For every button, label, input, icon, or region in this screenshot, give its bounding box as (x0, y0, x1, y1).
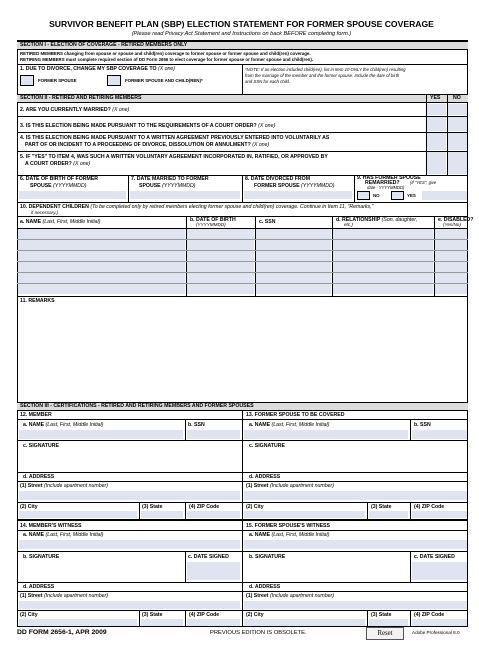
children-table-cell[interactable] (435, 251, 467, 261)
member-street-input[interactable] (19, 491, 240, 500)
obsolete-notice: PREVIOUS EDITION IS OBSOLETE. (210, 630, 307, 636)
item9-hint-line1: (If "YES", give (410, 180, 437, 185)
item1-note-line1: *NOTE: If an election included child(ren), list in Item 10 ONLY the child(ren) resulting (245, 67, 406, 72)
member-witness-state-input[interactable] (141, 619, 183, 626)
children-table-cell[interactable] (18, 284, 185, 294)
adobe-version: Adobe Professional 8.0 (412, 630, 460, 635)
date-married-input[interactable] (130, 191, 240, 199)
remarks-label: 11. REMARKS (20, 298, 55, 304)
remarried-yes-label: YES (407, 193, 416, 198)
children-table-cell[interactable] (435, 229, 467, 239)
form-title: SURVIVOR BENEFIT PLAN (SBP) ELECTION STATEMENT FOR FORMER SPOUSE COVERAGE (49, 19, 434, 29)
member-witness-address-label: d. ADDRESS (23, 584, 55, 590)
spouse-state-label: (3) State (371, 504, 392, 510)
children-table-cell[interactable] (435, 284, 467, 294)
member-witness-signature-label: b. SIGNATURE (23, 554, 60, 560)
section2-heading: SECTION II - RETIRED AND RETIRING MEMBERS (20, 95, 142, 101)
member-heading: 12. MEMBER (20, 412, 52, 418)
spouse-zip-input[interactable] (412, 511, 467, 518)
member-witness-date-label: c. DATE SIGNED (188, 554, 229, 560)
spouse-witness-zip-input[interactable] (412, 619, 467, 626)
children-table-cell[interactable] (435, 240, 467, 250)
member-witness-zip-input[interactable] (187, 619, 240, 626)
children-table-cell[interactable] (435, 262, 467, 272)
spouse-street-input[interactable] (244, 491, 467, 500)
spouse-city-input[interactable] (244, 511, 365, 518)
spouse-ssn-label: b. SSN (414, 422, 431, 428)
no-column-header: NO (453, 95, 461, 101)
item2-no-box[interactable] (448, 104, 467, 115)
item5-yes-box[interactable] (427, 152, 446, 174)
spouse-witness-heading: 15. FORMER SPOUSE'S WITNESS (246, 523, 330, 529)
item5-no-box[interactable] (448, 152, 467, 174)
member-address-label: d. ADDRESS (23, 474, 55, 480)
member-witness-date-input[interactable] (187, 562, 240, 580)
spouse-zip-label: (4) ZIP Code (414, 504, 445, 510)
member-city-label: (2) City (20, 504, 38, 510)
form-sheet (14, 14, 474, 639)
children-table-cell[interactable] (256, 251, 331, 261)
children-table-cell[interactable] (333, 262, 433, 272)
item9-label-line2: REMARRIED? (365, 180, 400, 186)
children-disabled-header: e. DISABLED? (438, 217, 474, 223)
children-ssn-header: c. SSN (259, 219, 276, 225)
spouse-witness-name-label: a. NAME (Last, First, Middle Initial) (249, 532, 330, 538)
member-witness-city-label: (2) City (20, 612, 38, 618)
former-spouse-dob-input[interactable] (19, 191, 126, 199)
spouse-name-label: a. NAME (Last, First, Middle Initial) (249, 422, 330, 428)
item4-no-box[interactable] (448, 133, 467, 150)
member-name-label: a. NAME (Last, First, Middle Initial) (23, 422, 104, 428)
spouse-street-label: (1) Street (Include apartment number) (246, 483, 334, 489)
spouse-witness-date-input[interactable] (412, 562, 467, 580)
member-zip-input[interactable] (187, 511, 240, 518)
item1-label: 1. DUE TO DIVORCE, CHANGE MY SBP COVERAGE TO (X one) (20, 66, 176, 72)
item5-label-line1: 5. IF "YES" TO ITEM 4, WAS SUCH A WRITTEN VOLUNTARY AGREEMENT INCORPORATED IN, RATIFIED, OR APPROVED BY (20, 154, 328, 160)
item6-label-line2: SPOUSE (YYYYMMDD) (30, 183, 87, 189)
member-zip-label: (4) ZIP Code (189, 504, 220, 510)
reset-button[interactable]: Reset (366, 627, 404, 640)
spouse-witness-name-input[interactable] (244, 540, 467, 549)
remarks-textarea[interactable] (18, 305, 467, 401)
children-table-cell[interactable] (187, 284, 254, 294)
children-dob-hint: (YYYYMMDD) (196, 222, 226, 227)
spouse-witness-address-label: d. ADDRESS (249, 584, 281, 590)
children-dob-header: b. DATE OF BIRTH (190, 217, 236, 223)
item4-label-line2: PART OF OR INCIDENT TO A PROCEEDING OF DIVORCE, DISSOLUTION OR ANNULMENT? (X one) (25, 142, 270, 148)
member-ssn-label: b. SSN (188, 422, 205, 428)
children-table-cell[interactable] (187, 251, 254, 261)
former-spouse-heading: 13. FORMER SPOUSE TO BE COVERED (246, 412, 345, 418)
children-table-cell[interactable] (18, 262, 185, 272)
item2-yes-box[interactable] (427, 104, 446, 115)
children-table-cell[interactable] (256, 273, 331, 283)
item1-note-line2: from the marriage of the member and the former spouse. Include the date of birth (245, 73, 400, 78)
member-witness-name-label: a. NAME (Last, First, Middle Initial) (23, 532, 104, 538)
member-state-input[interactable] (141, 511, 183, 518)
children-table-cell[interactable] (18, 229, 185, 239)
remarried-date-input[interactable] (422, 191, 467, 200)
spouse-witness-street-label: (1) Street (Include apartment number) (246, 593, 334, 599)
member-witness-street-input[interactable] (19, 601, 240, 609)
section1-note-retired: RETIRED MEMBERS changing from spouse or spouse and child(ren) coverage to former spouse or former spouse and child(ren) coverage. (20, 51, 311, 56)
children-table-cell[interactable] (18, 240, 185, 250)
item3-label: 3. IS THIS ELECTION BEING MADE PURSUANT TO THE REQUIREMENTS OF A COURT ORDER? (X one) (20, 123, 276, 129)
remarried-no-label: NO (373, 193, 380, 198)
spouse-witness-zip-label: (4) ZIP Code (414, 612, 445, 618)
children-table-cell[interactable] (256, 262, 331, 272)
item4-label-line1: 4. IS THIS ELECTION BEING MADE PURSUANT TO A WRITTEN AGREEMENT PREVIOUSLY ENTERED INTO VOLUNTARILY AS (20, 135, 330, 141)
form-subtitle: (Please read Privacy Act Statement and Instructions on back BEFORE completing form.) (131, 31, 352, 37)
children-table-cell[interactable] (187, 240, 254, 250)
children-table-cell[interactable] (187, 273, 254, 283)
item8-label-line1: 8. DATE DIVORCED FROM (245, 176, 311, 182)
item3-no-box[interactable] (448, 117, 467, 131)
remarried-yes-checkbox[interactable] (391, 191, 404, 200)
children-table-cell[interactable] (333, 273, 433, 283)
children-table-cell[interactable] (333, 251, 433, 261)
children-name-header: a. NAME (Last, First, Middle Initial) (20, 219, 101, 225)
spouse-state-input[interactable] (369, 511, 408, 518)
former-spouse-checkbox[interactable] (20, 75, 34, 86)
member-witness-city-input[interactable] (19, 619, 137, 626)
item9-hint-line2: date - YYYYMMDD) (367, 185, 405, 190)
member-witness-heading: 14. MEMBER'S WITNESS (20, 523, 82, 529)
item10-hint-line2: if necessary.) (31, 210, 58, 215)
item10-label: 10. DEPENDENT CHILDREN (To be completed only by retired members electing former spouse and child(ren) coverage. Continue in Item 11, "Remarks," (20, 204, 374, 210)
member-witness-state-label: (3) State (142, 612, 163, 618)
children-disabled-hint: (Yes/No) (443, 222, 461, 227)
spouse-witness-date-label: c. DATE SIGNED (414, 554, 455, 560)
member-witness-street-label: (1) Street (Include apartment number) (20, 593, 108, 599)
item7-label-line1: 7. DATE MARRIED TO FORMER (131, 176, 209, 182)
member-witness-zip-label: (4) ZIP Code (189, 612, 220, 618)
item7-label-line2: SPOUSE (YYYYMMDD) (139, 183, 196, 189)
spouse-witness-state-label: (3) State (371, 612, 392, 618)
children-table-cell[interactable] (18, 251, 185, 261)
spouse-witness-city-label: (2) City (246, 612, 264, 618)
children-relationship-hint: etc.) (344, 222, 353, 227)
children-table-cell[interactable] (256, 229, 331, 239)
member-city-input[interactable] (19, 511, 137, 518)
spouse-witness-signature-label: b. SIGNATURE (249, 554, 286, 560)
children-table-cell[interactable] (256, 284, 331, 294)
item3-yes-box[interactable] (427, 117, 446, 131)
former-spouse-option: FORMER SPOUSE (38, 78, 77, 83)
former-spouse-child-option: FORMER SPOUSE AND CHILD(REN)* (125, 78, 203, 83)
yes-column-header: YES (430, 95, 441, 101)
children-table-cell[interactable] (187, 262, 254, 272)
spouse-witness-street-input[interactable] (244, 601, 467, 609)
item4-yes-box[interactable] (427, 133, 446, 150)
item9-label-line1: 9. HAS FORMER SPOUSE (357, 175, 421, 181)
spouse-city-label: (2) City (246, 504, 264, 510)
item2-label: 2. ARE YOU CURRENTLY MARRIED? (X one) (20, 107, 130, 113)
remarried-no-checkbox[interactable] (357, 191, 370, 200)
spouse-witness-city-input[interactable] (244, 619, 365, 626)
spouse-ssn-input[interactable] (412, 430, 467, 439)
member-name-input[interactable] (19, 430, 183, 439)
children-table-cell[interactable] (435, 273, 467, 283)
item5-label-line2: A COURT ORDER? (X one) (25, 161, 91, 167)
children-table-cell[interactable] (256, 240, 331, 250)
item8-label-line2: FORMER SPOUSE (YYYYMMDD) (254, 183, 335, 189)
children-table-cell[interactable] (187, 229, 254, 239)
section3-heading: SECTION III - CERTIFICATIONS - RETIRED AND RETIRING MEMBERS AND FORMER SPOUSES (20, 403, 254, 409)
children-table-cell[interactable] (333, 229, 433, 239)
item6-label-line1: 6. DATE OF BIRTH OF FORMER (20, 176, 99, 182)
children-table-cell[interactable] (333, 240, 433, 250)
spouse-name-input[interactable] (244, 430, 408, 439)
children-relationship-header: d. RELATIONSHIP (Son, daughter, (336, 217, 418, 223)
former-spouse-child-checkbox[interactable] (107, 75, 121, 86)
children-table-cell[interactable] (333, 284, 433, 294)
children-table-cell[interactable] (18, 273, 185, 283)
member-ssn-input[interactable] (187, 430, 240, 439)
item1-note-line3: and SSN for each child. (245, 79, 291, 84)
member-signature-label: c. SIGNATURE (23, 443, 59, 449)
date-divorced-input[interactable] (244, 191, 352, 199)
spouse-signature-label: c. SIGNATURE (249, 443, 285, 449)
member-state-label: (3) State (142, 504, 163, 510)
section1-note-retiring: RETIRING MEMBERS must complete required section of DD Form 2656 to elect coverage for former spouse or former spouse and child(ren). (20, 57, 314, 62)
spouse-witness-state-input[interactable] (369, 619, 408, 626)
member-witness-name-input[interactable] (19, 540, 240, 549)
spouse-address-label: d. ADDRESS (249, 474, 281, 480)
member-street-label: (1) Street (Include apartment number) (20, 483, 108, 489)
form-number: DD FORM 2656-1, APR 2009 (17, 629, 107, 636)
section1-heading: SECTION I - ELECTION OF COVERAGE - RETIRED MEMBERS ONLY (20, 42, 188, 48)
